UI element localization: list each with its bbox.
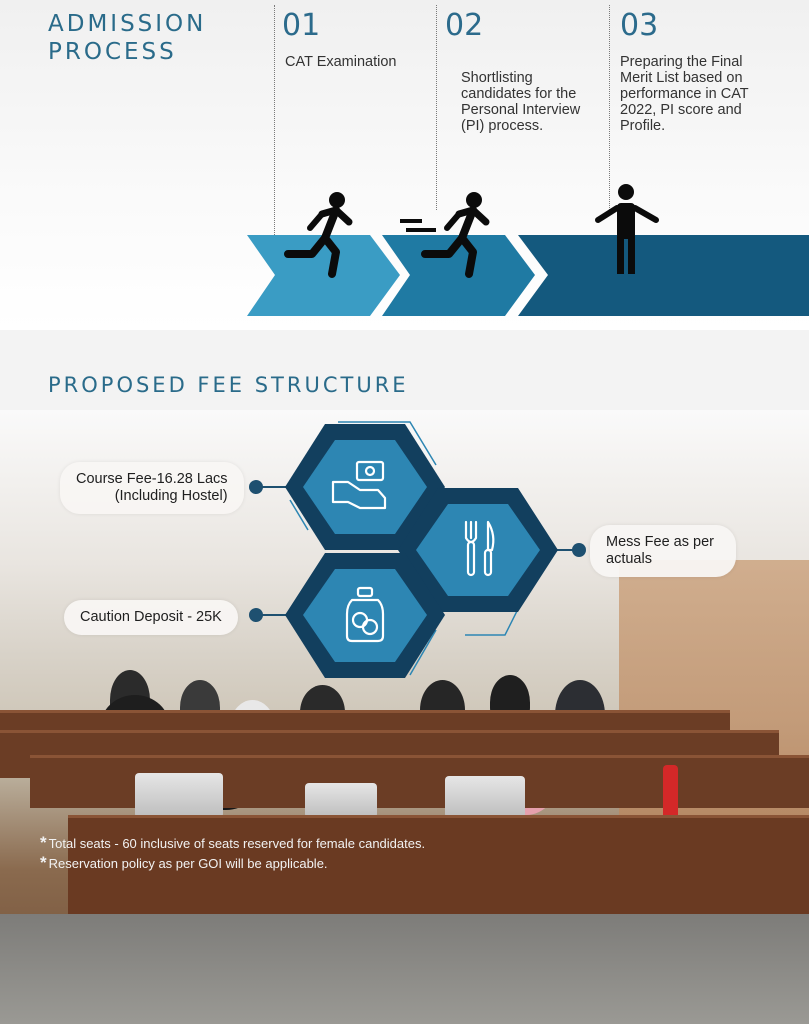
step2-number: 02 — [445, 8, 484, 43]
caution-deposit-dot — [249, 608, 263, 622]
mess-fee-line2: actuals — [606, 551, 652, 567]
step1-number: 01 — [282, 8, 321, 43]
process-arrows — [0, 170, 809, 320]
arrow-step1 — [247, 235, 400, 316]
footnote-star: * — [40, 833, 47, 852]
footnote-text: Total seats - 60 inclusive of seats reserved for female candidates. — [48, 836, 426, 851]
footnote-item — [40, 854, 425, 874]
footnote-text: Reservation policy as per GOI will be applicable. — [48, 856, 328, 871]
step3-number: 03 — [620, 8, 659, 43]
caution-deposit-line1: Caution Deposit - 25K — [80, 609, 222, 625]
course-fee-line2: (Including Hostel) — [114, 488, 228, 504]
course-fee-label — [60, 462, 244, 514]
arrow-step3 — [518, 235, 809, 316]
footnotes — [40, 834, 425, 874]
mess-fee-dot — [572, 543, 586, 557]
step2-text: Shortlisting candidates for the Personal Interview (PI) process. — [461, 70, 581, 134]
mess-fee-line1: Mess Fee as per — [606, 534, 714, 550]
step3-text: Preparing the Final Merit List based on performance in CAT 2022, PI score and Profile. — [620, 54, 749, 134]
admission-title — [48, 10, 206, 66]
course-fee-dot — [249, 480, 263, 494]
caution-deposit-label — [64, 600, 238, 635]
fee-title: PROPOSED FEE STRUCTURE — [48, 373, 409, 397]
admission-title-line1: ADMISSION — [48, 11, 207, 37]
footnote-star: * — [40, 853, 47, 872]
mess-fee-label — [590, 525, 736, 577]
footnote-item — [40, 834, 425, 854]
step1-text: CAT Examination — [285, 54, 397, 70]
course-fee-line1: Course Fee-16.28 Lacs — [76, 471, 228, 487]
admission-title-line2: PROCESS — [48, 39, 177, 65]
